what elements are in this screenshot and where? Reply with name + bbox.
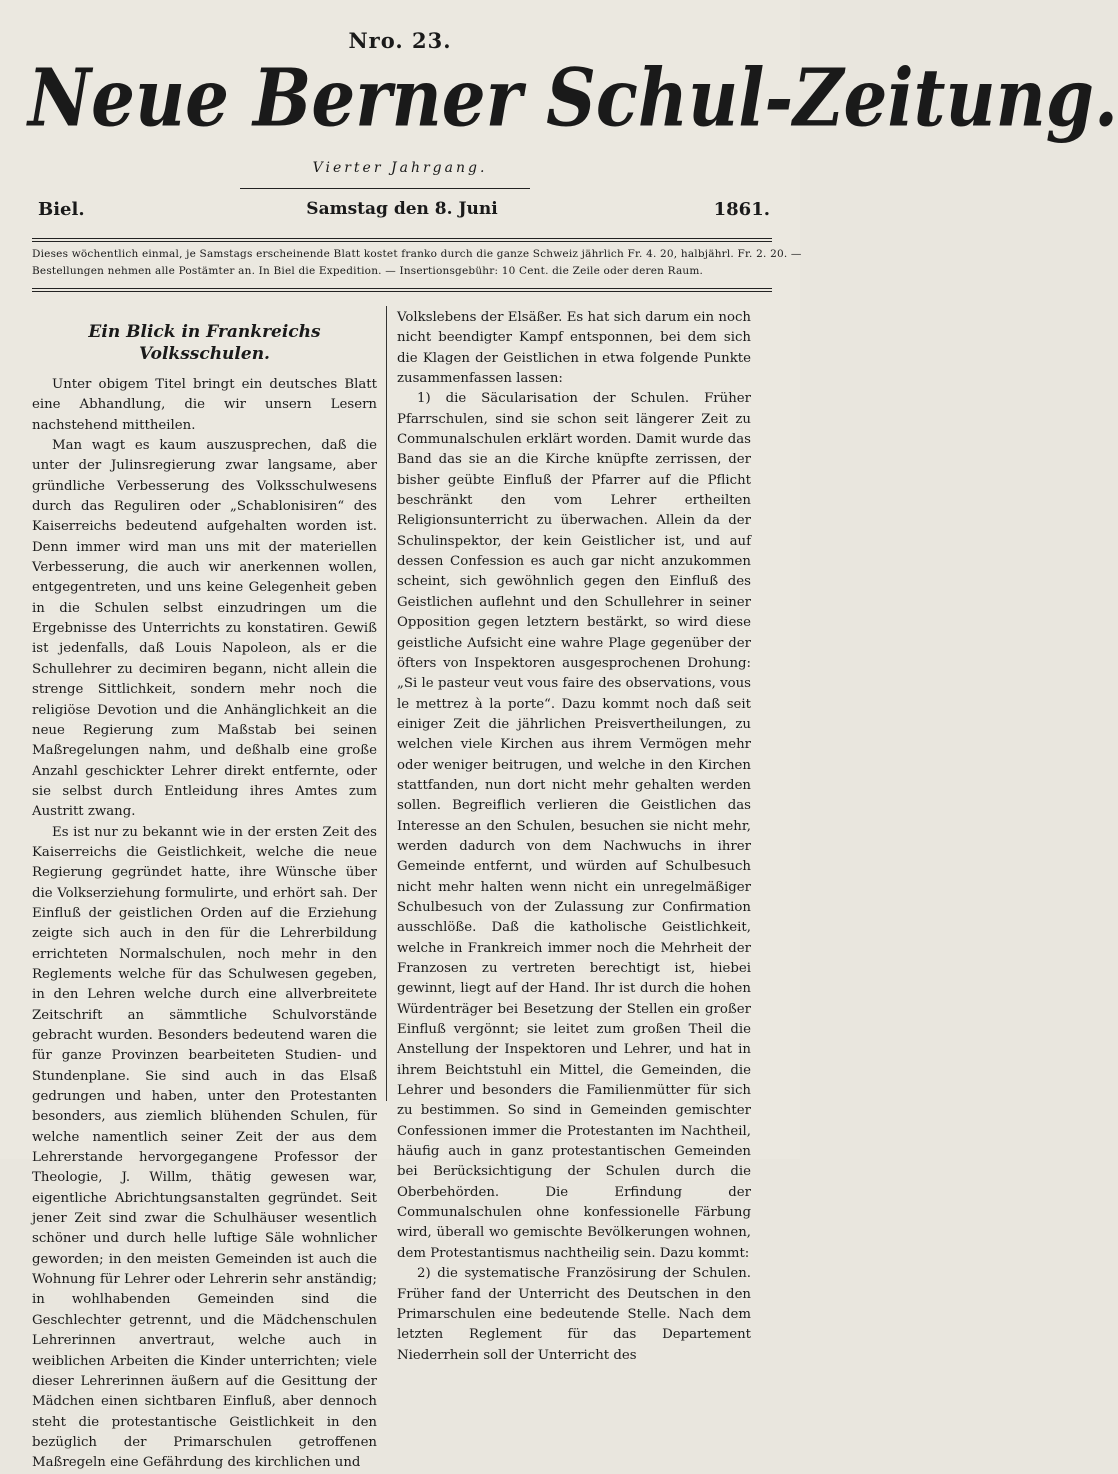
volume-subtitle: Vierter Jahrgang.: [312, 160, 488, 176]
paragraph: Es ist nur zu bekannt wie in der ersten Zeit des Kaiserreichs die Geistlichkeit, welche die neue Regierung gegründet hatte, ihre Wünsche über die Volkserziehung formulirte, und erhört sah. Der Einfluß der geistlichen Orden auf die Erziehung zeigte sich auch in den für die Lehrerbildung errichteten Normalschulen, noch mehr in den Reglements welche für das Schulwesen gegeben, in den Lehren welche durch eine allverbreitete Zeitschrift an sämmtliche Schulvorstände gebracht wurden. Besonders bedeutend waren die für ganze Provinzen bearbeiteten Studien- und Stundenplane. Sie sind auch in das Elsaß gedrungen und haben, unter den Protestanten besonders, aus ziemlich blühenden Schulen, für welche namentlich seiner Zeit der aus dem Lehrerstande hervorgegangene Professor der Theologie, J. Willm, thätig gewesen war, eigentliche Abrichtungsanstalten gegründet. Seit jener Zeit sind zwar die Schulhäuser wesentlich schöner und durch helle luftige Säle wohnlicher geworden; in den meisten Gemeinden ist auch die Wohnung für Lehrer oder Lehrerin sehr anständig; in wohlhabenden Gemeinden sind die Geschlechter getrennt, und die Mädchenschulen Lehrerinnen anvertraut, welche auch in weiblichen Arbeiten die Kinder unterrichten; viele dieser Lehrerinnen äußern auf die Gesittung der Mädchen einen sichtbaren Einfluß, aber dennoch steht die protestantische Geistlichkeit in den bezüglich der Primarschulen getroffenen Maßregeln eine Gefährdung des kirchlichen und: [32, 824, 377, 1471]
paragraph: Volkslebens der Elsäßer. Es hat sich darum ein noch nicht beendigter Kampf entsponnen, bei dem sich die Klagen der Geistlichen in etwa folgende Punkte zusammenfassen lassen:: [397, 310, 751, 387]
place-name: Biel.: [38, 199, 85, 220]
subtitle-rule: [240, 188, 530, 189]
list-item: 1) die Säcularisation der Schulen. Früher Pfarrschulen, sind sie schon seit längerer Zeit zu Communalschulen erklärt worden. Damit wurde das Band das sie an die Kirche knüpfte zerrissen, der bisher geübte Einfluß der Pfarrer auf die Pflicht beschränkt den vom Lehrer ertheilten Religionsunterricht zu überwachen. Allein da der Schulinspektor, der kein Geistlicher ist, und auf dessen Confession es auch gar nicht anzukommen scheint, sich gewöhnlich gegen den Einfluß des Geistlichen auflehnt und den Schullehrer in seiner Opposition gegen letztern bestärkt, so wird diese geistliche Aufsicht eine wahre Plage gegenüber der öfters von Inspektoren ausgesprochenen Drohung: „Si le pasteur veut vous faire des observations, vous le mettrez à la porte“. Dazu kommt noch daß seit einiger Zeit die jährlichen Preisvertheilungen, zu welchen viele Kirchen aus ihrem Vermögen mehr oder weniger beitrugen, und welche in den Kirchen stattfanden, nun dort nicht mehr gehalten werden sollen. Begreiflich verlieren die Geistlichen das Interesse an den Schulen, besuchen sie nicht mehr, werden dadurch von dem Nachwuchs in ihrer Gemeinde entfernt, und würden auf Schulbesuch nicht mehr halten wenn nicht ein unregelmäßiger Schulbesuch von der Zulassung zur Confirmation ausschlöße. Daß die katholische Geistlichkeit, welche in Frankreich immer noch die Mehrheit der Franzosen zu vertreten berechtigt ist, hiebei gewinnt, liegt auf der Hand. Ihr ist durch die hohen Würdenträger bei Besetzung der Stellen ein großer Einfluß vergönnt; sie leitet zum großen Theil die Anstellung der Inspektoren und Lehrer, und hat in ihrem Beichtstuhl ein Mittel, die Gemeinden, die Lehrer und besonders die Familienmütter für sich zu bestimmen. So sind in Gemeinden gemischter Confessionen immer die Protestanten im Nachtheil, häufig auch in ganz protestantischen Gemeinden bei Berücksichtigung der Schulen durch die Oberbehörden. Die Erfindung der Communalschulen ohne konfessionelle Färbung wird, überall wo gemischte Bevölkerungen wohnen, dem Protestantismus nachtheilig sein. Dazu kommt:: [397, 391, 751, 1261]
dateline-rule-lower: [32, 241, 772, 242]
notice-line-2: Bestellungen nehmen alle Postämter an. In Biel die Expedition. — Insertionsgebühr: 10 Cent. die Zeile oder deren Raum.: [32, 265, 704, 277]
masthead-title: Neue Berner Schul-Zeitung.: [28, 52, 1118, 146]
issue-date: Samstag den 8. Juni: [306, 199, 498, 219]
article-column-left: [32, 313, 377, 1474]
dateline: [32, 199, 772, 221]
article-column-right: [397, 308, 751, 1366]
column-divider: [386, 306, 387, 1101]
notice-rule-upper: [32, 288, 772, 289]
issue-year: 1861.: [713, 199, 770, 220]
notice-rule-lower: [32, 291, 772, 292]
dateline-rule-upper: [32, 238, 772, 239]
paragraph: Unter obigem Titel bringt ein deutsches Blatt eine Abhandlung, die wir unsern Lesern nachstehend mittheilen.: [32, 377, 377, 433]
list-item: 2) die systematische Französirung der Schulen. Früher fand der Unterricht des Deutschen in den Primarschulen eine bedeutende Stelle. Nach dem letzten Reglement für das Departement Niederrhein soll der Unterricht des: [397, 1266, 751, 1363]
notice-line-1: Dieses wöchentlich einmal, je Samstags erscheinende Blatt kostet franko durch die ganze Schweiz jährlich Fr. 4. 20, halbjährl. Fr. 2. 20. —: [32, 248, 802, 260]
issue-number: Nro. 23.: [348, 28, 452, 53]
subscription-notice: [32, 246, 802, 280]
paragraph: Man wagt es kaum auszusprechen, daß die unter der Julinsregierung zwar langsame, aber gründliche Verbesserung des Volksschulwesens durch das Reguliren oder „Schablonisiren“ des Kaiserreichs bedeutend aufgehalten worden ist. Denn immer wird man uns mit der materiellen Verbesserung, die auch wir anerkennen wollen, entgegentreten, und uns keine Gelegenheit geben in die Schulen selbst einzudringen um die Ergebnisse des Unterrichts zu konstatiren. Gewiß ist jedenfalls, daß Louis Napoleon, als er die Schullehrer zu decimiren begann, nicht allein die strenge Sittlichkeit, sondern mehr noch die religiöse Devotion und die Anhänglichkeit an die neue Regierung zum Maßstab bei seinen Maßregelungen nahm, und deßhalb eine große Anzahl geschickter Lehrer direkt entfernte, oder sie selbst durch Entleidung ihres Amtes zum Austritt zwang.: [32, 438, 377, 820]
article-headline: Ein Blick in Frankreichs Volksschulen.: [88, 322, 321, 364]
